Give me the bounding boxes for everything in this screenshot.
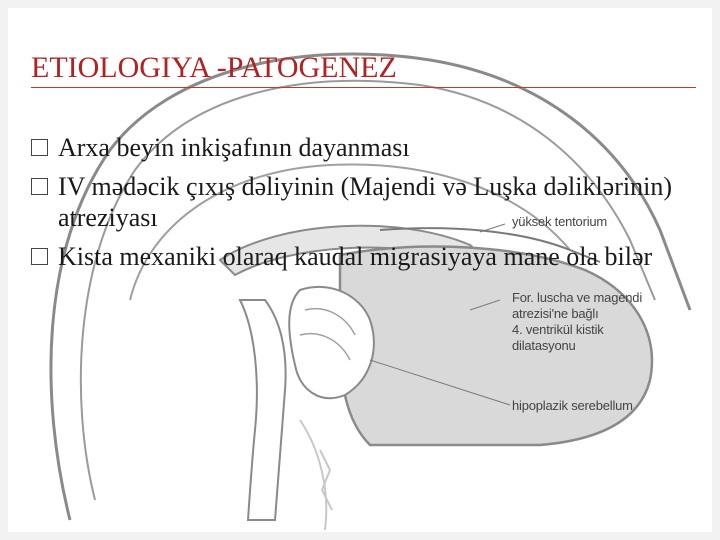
bullet-text: Kista mexaniki olaraq kaudal migrasiyaya mane ola bilər [58,242,653,271]
brainstem [240,300,286,520]
label-cerebellum: hipoplazik serebellum [512,398,633,413]
bullet-list [31,132,691,280]
bullet-text: IV mədəcik çıxış dəliyinin (Majendi və Luşka dəliklərinin) atreziyası [58,172,672,232]
checkbox-bullet-icon [31,139,48,156]
bullet-text: Arxa beyin inkişafının dayanması [58,133,410,162]
checkbox-bullet-icon [31,178,48,195]
bullet-item [31,241,691,272]
title-underline [31,87,696,88]
label-foramen-line1: For. luscha ve magendi [512,290,643,305]
label-foramen-line3: 4. ventrikül kistik [512,322,604,337]
label-foramen-line4: dilatasyonu [512,338,576,353]
neck-shading [300,420,326,530]
bullet-item [31,132,691,163]
label-foramen-line2: atrezisi'ne bağlı [512,306,599,321]
checkbox-bullet-icon [31,248,48,265]
label-tentorium: yüksek tentorium [512,214,608,229]
slide-title: ETIOLOGIYA -PATOGENEZ [31,51,397,84]
